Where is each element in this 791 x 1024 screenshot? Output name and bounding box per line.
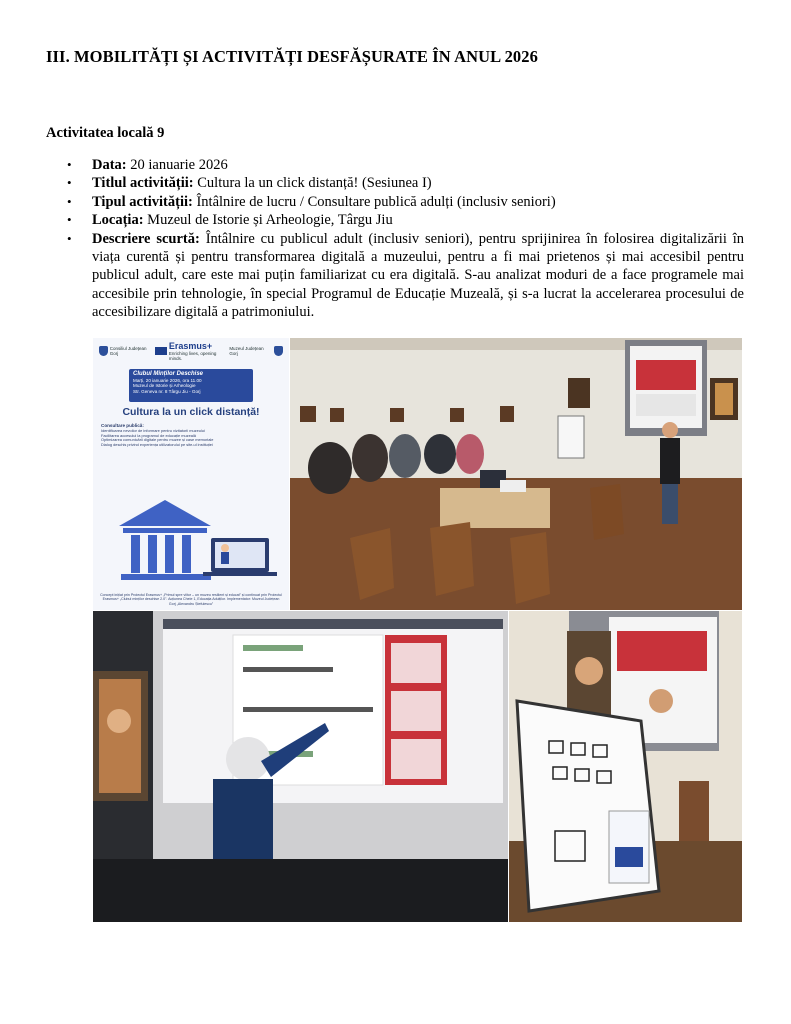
detail-label: Tipul activității: [92,193,193,210]
whiteboard-illustration [509,611,742,922]
detail-description [46,230,744,322]
detail-label: Data: [92,157,127,173]
detail-title [46,174,744,192]
presenter-photo [93,611,508,922]
poster-list-item: Identificarea nevoilor de informare pentru vizitatorii muzeului [101,427,205,433]
detail-value: Cultura la un click distanță! (Sesiunea I) [193,175,432,192]
detail-type [46,193,744,211]
detail-label: Locația: [92,212,144,229]
detail-value: Muzeul de Istorie și Arheologie, Târgu Jiu [143,212,393,229]
museum-building-icon [93,338,289,610]
poster-list-item: Optimizarea comunicării digitale pentru muzee și case memoriale [101,437,214,443]
poster-date: Marți, 20 ianuarie 2026, ora 11.00 [133,377,202,383]
poster-headline: Cultura la un click distanță! [122,406,260,418]
audience-room-illustration [290,338,742,610]
detail-date [46,156,744,174]
detail-location [46,211,744,229]
activity-details [46,156,744,322]
detail-value: Întâlnire de lucru / Consultare publică adulți (inclusiv seniori) [192,193,556,210]
erasmus-logo: Erasmus+ Enriching lives, opening minds. [155,341,229,361]
detail-label: Titlul activității: [92,175,194,192]
event-poster [93,338,289,610]
poster-place: Muzeul de Istorie și Arheologie [133,383,196,389]
museum-logo: Muzeul Județean Gorj [229,346,283,356]
poster-address: Str. Geneva nr. 8 Târgu Jiu - Gorj [133,388,201,394]
activity-title: Activitatea locală 9 [46,125,165,141]
poster-list-item: Dialog deschis privind experiența utilizatorului pe site-ul instituției [101,442,213,448]
section-title: III. MOBILITĂȚI ȘI ACTIVITĂȚI DESFĂȘURATE ÎN ANUL 2026 [46,47,538,66]
whiteboard-photo [509,611,742,922]
poster-footer: Concept inițiat prin Proiectul Erasmus+ „Primul spre viitor – un muzeu resilient și educat” și continuat prin Proiectul Erasmus+ „Clubul minților deschise 2.0”. Acțiunea Cheie 1, Educația Adulților. Implementator: Muzeul Județean Gorj „Alexandru Ștefulescu” [100,592,282,606]
poster-list-label: Consultare publică: [101,423,144,428]
county-council-logo: Consiliul Județean Gorj [99,346,155,356]
room-photo [290,338,742,610]
poster-list-item: Facilitarea accesului la programul de educație muzeală [101,432,196,438]
presentation-illustration [93,611,508,922]
detail-value: 20 ianuarie 2026 [126,157,228,173]
detail-value: Întâlnire cu publicul adult (inclusiv seniori), pentru sprijinirea în folosirea digitalizării în viața curentă și pentru transformarea digitală a muzeului, pentru a fi mai prietenos și mai accesibil pentru publicul adult, care este mai puțin familiarizat cu era digitală. S-au analizat moduri de a face programele mai accesibile prin tehnologie, în special Programul de Educație Muzeală, și s-a lucrat la accelerarea procesului de accesibilizare digitală a patrimoniului. [92,230,744,321]
club-name: Clubul Minților Deschise [133,371,204,377]
detail-label: Descriere scurtă: [92,230,200,247]
